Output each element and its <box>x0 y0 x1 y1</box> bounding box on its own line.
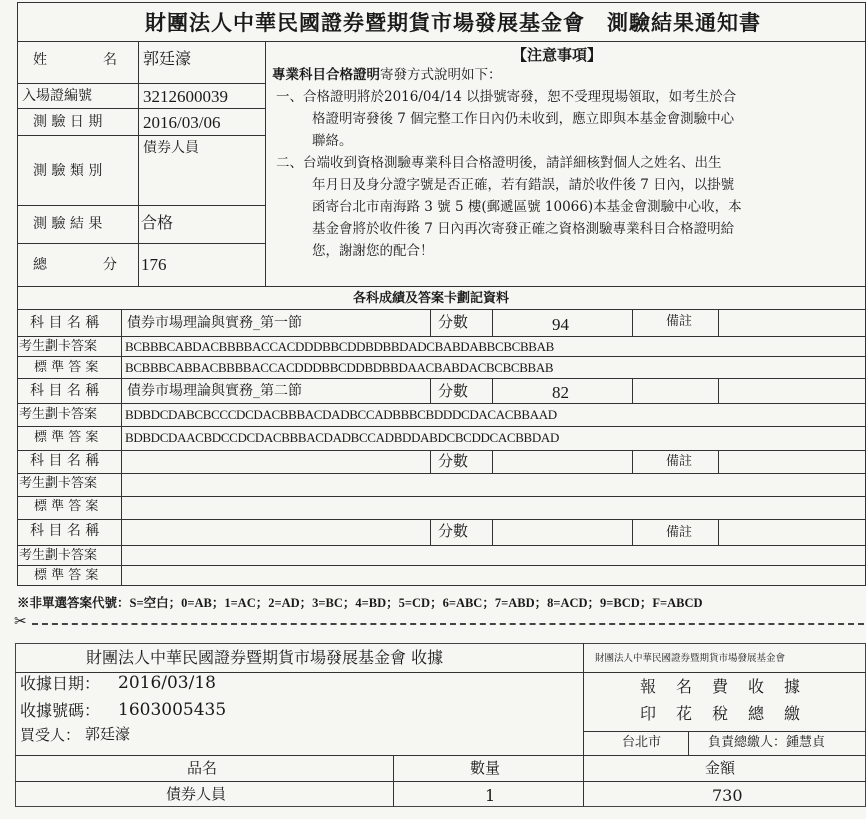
answer-code-legend: ※非單選答案代號：S=空白；0=AB；1=AC；2=AD；3=BC；4=BD；5=CD；6=ABC；7=ABD；8=ACD；9=BCD；F=ABCD <box>17 596 703 610</box>
note-1-line-1: 一、合格證明將於2016/04/14 以掛號寄發，恕不受理現場領取，如考生於合 <box>276 89 737 105</box>
category-label: 測 驗 類 別 <box>33 163 103 179</box>
notice-title: 財團法人中華民國證券暨期貨市場發展基金會 測驗結果通知書 <box>145 10 761 35</box>
category-value: 債券人員 <box>143 140 199 156</box>
col-qty-header: 數量 <box>470 759 501 777</box>
note-2-line-4: 基金會將於收件後 7 日內再次寄發正確之資格測驗專業科目合格證明給 <box>312 221 735 237</box>
standard-label: 標 準 答 案 <box>34 430 99 445</box>
standard-string: BDBDCDAACBDCCDCDACBBBACDADBCCADBDDABDCBCDDCACBBDAD <box>125 430 559 445</box>
cut-line <box>32 623 864 625</box>
date-label: 測 驗 日 期 <box>33 114 103 130</box>
remark-label: 備註 <box>666 454 693 469</box>
result-value: 合格 <box>141 215 174 232</box>
score-label: 分數 <box>438 452 469 470</box>
receipt-date: 2016/03/18 <box>118 673 216 693</box>
score-label: 分數 <box>438 313 469 331</box>
note-2-line-1: 二、台端收到資格測驗專業科目合格證明後，請詳細核對個人之姓名、出生 <box>276 155 722 171</box>
answer-string: BDBDCDABCBCCCDCDACBBBACDADBCCADBBBCBDDDCDACACBBAAD <box>125 407 557 422</box>
subject-label: 科 目 名 稱 <box>30 315 100 331</box>
date-value: 2016/03/06 <box>143 113 221 132</box>
answer-label: 考生劃卡答案 <box>19 339 98 354</box>
note-1-line-3: 聯絡。 <box>312 133 353 149</box>
note-2-line-2: 年月日及身分證字號是否正確，若有錯誤，請於收件後 7 日內，以掛號 <box>312 177 735 193</box>
standard-label: 標 準 答 案 <box>34 360 99 375</box>
name-label: 姓 名 <box>33 52 117 68</box>
score-value: 82 <box>552 383 569 402</box>
col-item-header: 品名 <box>187 759 218 777</box>
buyer-name: 郭廷濠 <box>85 725 131 743</box>
notes-heading: 【注意事項】 <box>512 46 603 64</box>
remark-label: 備註 <box>666 525 693 540</box>
receipt-number: 1603005435 <box>118 700 227 720</box>
ticket-label: 入場證編號 <box>22 88 92 104</box>
result-label: 測 驗 結 果 <box>33 216 103 232</box>
note-1-line-2: 格證明寄發後 7 個完整工作日內仍未收到，應立即與本基金會測驗中心 <box>312 111 735 127</box>
notes-body <box>272 64 864 262</box>
stamp-city: 台北市 <box>622 735 662 750</box>
note-2-line-3: 函寄台北市南海路 3 號 5 樓(郵遞區號 10066)本基金會測驗中心收，本 <box>312 199 742 215</box>
notes-intro-rest: 寄發方式說明如下： <box>380 67 502 83</box>
scissors-icon: ✂ <box>14 612 27 630</box>
score-label: 分數 <box>438 522 469 540</box>
answer-string: BCBBBCABDACBBBBACCACDDDBBCDDBDBBDADCBABDABBCBCBBAB <box>125 339 554 354</box>
item-amount: 730 <box>712 786 743 805</box>
standard-label: 標 準 答 案 <box>34 568 99 583</box>
subject-name: 債券市場理論與實務_第一節 <box>127 315 302 331</box>
standard-label: 標 準 答 案 <box>34 499 99 514</box>
col-amount-header: 金額 <box>705 759 736 777</box>
stamp-line-1: 報 名 費 收 據 <box>640 677 803 696</box>
receipt-date-label: 收據日期： <box>20 674 101 693</box>
receipt-title: 財團法人中華民國證券暨期貨市場發展基金會 收據 <box>86 648 444 667</box>
subject-name: 債券市場理論與實務_第二節 <box>127 383 302 399</box>
answer-label: 考生劃卡答案 <box>19 548 98 563</box>
name-value: 郭廷濠 <box>143 51 192 68</box>
standard-string: BCBBBCABBACBBBBACCACDDDBBCDDBDBBDAACBABDACBCBCBBAB <box>125 360 554 375</box>
item-qty: 1 <box>485 786 496 805</box>
score-value: 94 <box>552 315 569 334</box>
score-label: 分數 <box>438 382 469 400</box>
total-label: 總 分 <box>33 257 117 273</box>
ticket-value: 3212600039 <box>143 87 228 106</box>
total-value: 176 <box>141 255 167 274</box>
receipt-number-label: 收據號碼： <box>20 701 101 720</box>
subject-label: 科 目 名 稱 <box>30 453 100 469</box>
stamp-payer: 負責總繳人：鍾慧貞 <box>708 735 826 750</box>
stamp-title: 財團法人中華民國證券暨期貨市場發展基金會 <box>595 653 786 664</box>
answer-label: 考生劃卡答案 <box>19 476 98 491</box>
notes-intro-bold: 專業科目合格證明 <box>272 67 380 83</box>
remark-label: 備註 <box>666 314 693 329</box>
buyer-label: 買受人： <box>20 726 81 744</box>
scores-heading: 各科成績及答案卡劃記資料 <box>353 291 510 306</box>
receipt-frame <box>15 643 866 807</box>
answer-label: 考生劃卡答案 <box>19 407 98 422</box>
subject-label: 科 目 名 稱 <box>30 523 100 539</box>
subject-label: 科 目 名 稱 <box>30 383 100 399</box>
stamp-line-2: 印 花 稅 總 繳 <box>640 704 803 723</box>
item-name: 債券人員 <box>166 785 227 803</box>
note-2-line-5: 您，謝謝您的配合！ <box>312 243 434 259</box>
